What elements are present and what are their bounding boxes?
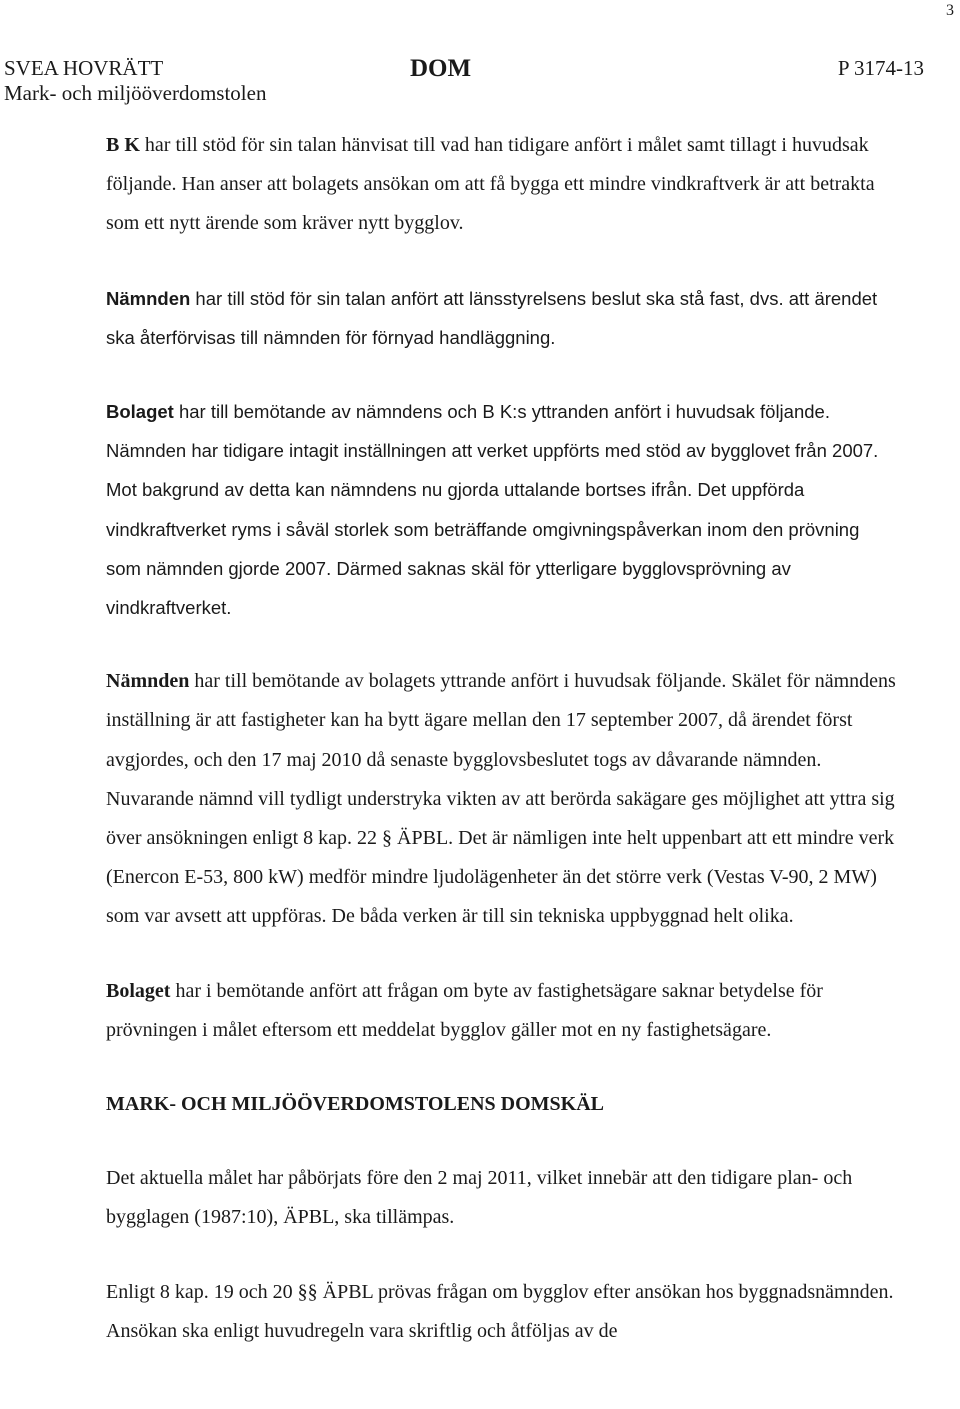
paragraph-text: har till stöd för sin talan anfört att länsstyrelsens beslut ska stå fast, dvs. att ärendet ska återförvisas till nämnden för förnyad handläggning.	[106, 287, 878, 348]
paragraph-text: har i bemötande anfört att frågan om byte av fastighetsägare saknar betydelse för prövningen i målet eftersom ett meddelat bygglov gäller mot en ny fastighetsägare.	[106, 979, 823, 1041]
section-heading: MARK- OCH MILJÖÖVERDOMSTOLENS DOMSKÄL	[106, 1093, 604, 1116]
party-name: Bolaget	[106, 401, 174, 423]
court-division: Mark- och miljööverdomstolen	[4, 81, 267, 105]
paragraph-text: har till bemötande av bolagets yttrande anfört i huvudsak följande. Skälet för nämndens inställning är att fastigheter kan ha bytt ägare mellan den 17 september 2007, då ärendet först avgjordes, och den 17 maj 2010 då senaste bygglovsbeslutet togs av dåvarande nämnden. Nuvarande nämnd vill tydligt understryka vikten av att berörda sakägare ges möjlighet att yttra sig över ansökningen enligt 8 kap. 22 § ÄPBL. Det är nämligen inte helt uppenbart att ett mindre verk (Enercon E-53, 800 kW) medför mindre ljudolägenheter än det större verk (Vestas V-90, 2 MW) som var avsett att uppföras. De båda verken är till sin tekniska uppbyggnad helt olika.	[106, 670, 896, 928]
header-court-block	[4, 56, 266, 106]
court-name: SVEA HOVRÄTT	[4, 56, 164, 80]
reason-paragraph-1: Det aktuella målet har påbörjats före den 2 maj 2011, vilket innebär att den tidigare plan- och bygglagen (1987:10), ÄPBL, ska tillämpas.	[106, 1167, 853, 1229]
party-name: Nämnden	[106, 287, 191, 309]
page-number: 3	[946, 2, 954, 19]
paragraph-namnden-2	[106, 662, 896, 936]
case-number: P 3174-13	[837, 56, 924, 80]
paragraph-text: har till stöd för sin talan hänvisat till vad han tidigare anfört i målet samt tillagt i huvudsak följande. Han anser att bolagets ansökan om att få bygga ett mindre vindkraftverk är att betrakta som ett nytt ärende som kräver nytt bygglov.	[106, 134, 875, 235]
document-body	[106, 126, 896, 1386]
document-type: DOM	[410, 55, 472, 82]
paragraph-bolaget-1	[106, 392, 896, 627]
paragraph-text: har till bemötande av nämndens och B K:s yttranden anfört i huvudsak följande. Nämnden har tidigare intagit inställningen att verket uppförts med stöd av bygglovet från 2007. Mot bakgrund av detta kan nämndens nu gjorda uttalande bortses ifrån. Det uppförda vindkraftverket ryms i såväl storlek som beträffande omgivningspåverkan inom den prövning som nämnden gjorde 2007. Därmed saknas skäl för ytterligare bygglovsprövning av vindkraftverket.	[106, 401, 879, 619]
party-name: Bolaget	[106, 979, 171, 1002]
paragraph-bk	[106, 126, 896, 244]
paragraph-namnden-1	[106, 279, 896, 357]
reason-paragraph-2: Enligt 8 kap. 19 och 20 §§ ÄPBL prövas frågan om bygglov efter ansökan hos byggnadsnämnden. Ansökan ska enligt huvudregeln vara skriftlig och åtföljas av de	[106, 1280, 894, 1342]
paragraph-bolaget-2	[106, 972, 896, 1050]
party-name: Nämnden	[106, 670, 190, 693]
party-name: B K	[106, 134, 140, 156]
